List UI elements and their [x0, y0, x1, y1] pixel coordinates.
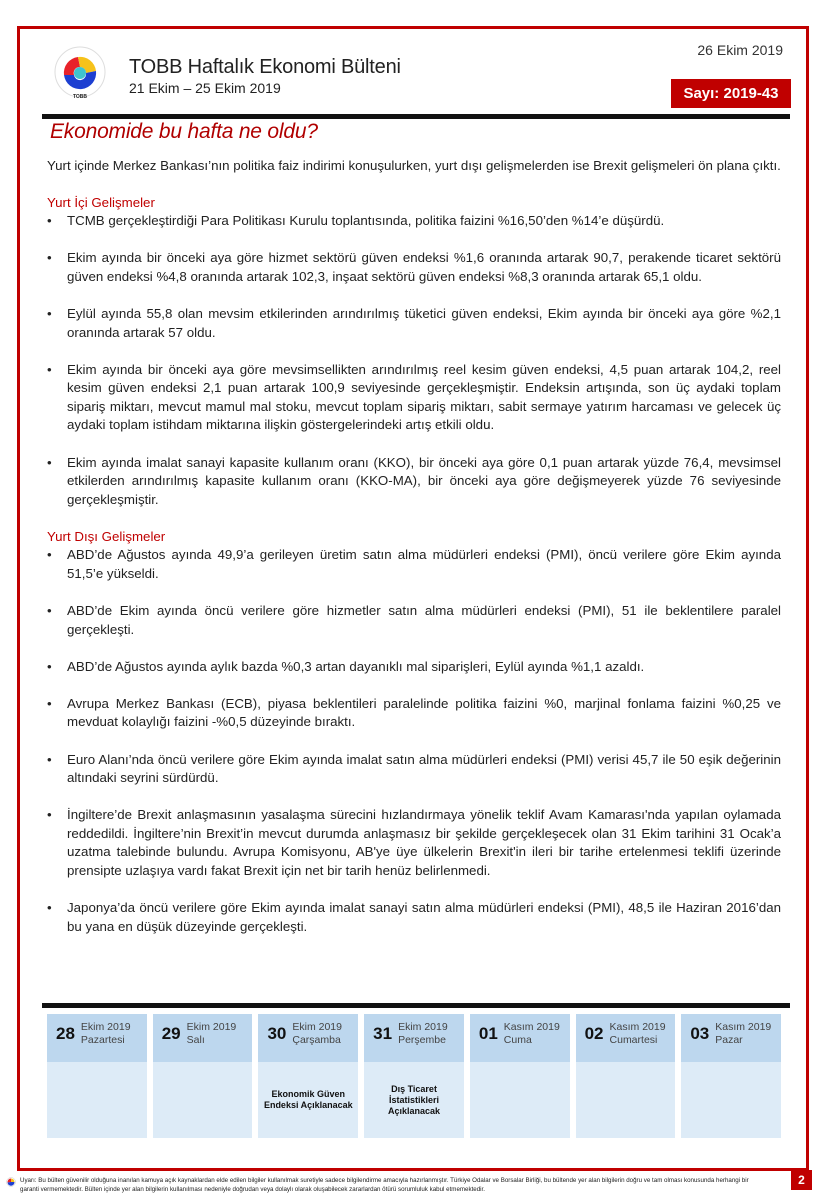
weekly-calendar: [47, 1014, 781, 1138]
list-item: • Eylül ayında 55,8 olan mevsim etkilerinden arındırılmış tüketici güven endeksi, Ekim ayında bir önceki aya göre %2,1 oranında artarak 57 oldu.: [47, 305, 781, 342]
day-weekday: Cumartesi: [609, 1034, 658, 1046]
list-item: • Ekim ayında bir önceki aya göre mevsimsellikten arındırılmış reel kesim güven endeksi, 4,5 puan artarak 104,2, reel kesim güven endeksi 2,1 puan artarak 100,9 seviyesinde gerçekleşmiştir. Endeksin artışında, son üç aydaki toplam sipariş miktarı, mevcut mamul mal stoku, mevcut toplam sipariş miktarı, sabit sermaye yatırım harcaması ve gelecek üç aydaki toplam istihdam miktarına ilişkin göstergelerindeki artış etkili oldu.: [47, 361, 781, 435]
day-month: Ekim 2019: [186, 1021, 237, 1033]
day-event: [681, 1062, 781, 1138]
article-body: [47, 157, 781, 936]
day-month: Kasım 2019: [609, 1021, 666, 1033]
day-event: [470, 1062, 570, 1138]
day-weekday: Pazartesi: [80, 1034, 125, 1046]
day-month: Ekim 2019: [398, 1021, 448, 1033]
calendar-day: [470, 1014, 570, 1138]
day-weekday: Cuma: [503, 1034, 532, 1046]
page-headline: Ekonomide bu hafta ne oldu?: [50, 120, 318, 143]
list-item: • TCMB gerçekleştirdiği Para Politikası Kurulu toplantısında, politika faizini %16,50’den %14’e düşürdü.: [47, 212, 781, 231]
day-month: Ekim 2019: [292, 1021, 342, 1033]
day-number: 29: [161, 1024, 181, 1043]
date-range: 21 Ekim – 25 Ekim 2019: [129, 80, 281, 96]
day-number: 02: [584, 1024, 604, 1043]
list-item: • Euro Alanı’nda öncü verilere göre Ekim ayında imalat satın alma müdürleri endeksi (PMI) verisi 45,7 ile 50 eşik değerinin altındaki seyrini sürdürdü.: [47, 751, 781, 788]
day-weekday: Salı: [186, 1034, 205, 1046]
list-item: • Ekim ayında imalat sanayi kapasite kullanım oranı (KKO), bir önceki aya göre 0,1 puan artarak yüzde 76,4, mevsimsel etkilerden arındırılmış kapasite kullanım oranı (KKO-MA), bir önceki aya göre değişmeyerek yüzde 76 seviyesinde gerçekleşmiştir.: [47, 454, 781, 510]
day-event: [153, 1062, 253, 1138]
day-number: 28: [56, 1024, 75, 1043]
list-item: • ABD’de Ağustos ayında 49,9’a gerileyen üretim satın alma müdürleri endeksi (PMI), öncü verilere göre Ekim ayında 51,5’e yükseldi.: [47, 546, 781, 583]
day-weekday: Çarşamba: [292, 1034, 341, 1046]
day-number: 30: [267, 1024, 287, 1043]
list-item: • Avrupa Merkez Bankası (ECB), piyasa beklentileri paralelinde politika faizini %0, marjinal fonlama faizini %0,25 ve mevduat kolaylığı faizini -%0,5 düzeyinde bıraktı.: [47, 695, 781, 732]
calendar-day: [47, 1014, 147, 1138]
calendar-day: [153, 1014, 253, 1138]
calendar-day: [258, 1014, 358, 1138]
list-item: • ABD’de Ekim ayında öncü verilere göre hizmetler satın alma müdürleri endeksi (PMI), 51 ile beklentilere paralel gerçekleşti.: [47, 602, 781, 639]
day-event: Dış Ticaret İstatistikleri Açıklanacak: [364, 1062, 464, 1138]
calendar-day: [576, 1014, 676, 1138]
day-month: Kasım 2019: [715, 1021, 772, 1033]
day-event: Ekonomik Güven Endeksi Açıklanacak: [258, 1062, 358, 1138]
day-number: 03: [690, 1024, 710, 1043]
list-item: • Japonya’da öncü verilere göre Ekim ayında imalat sanayi satın alma müdürleri endeksi (PMI), 48,5 ile Haziran 2016’dan bu yana en düşük düzeyinde gerçekleşti.: [47, 899, 781, 936]
header-divider: [42, 114, 790, 119]
publish-date: 26 Ekim 2019: [697, 42, 783, 58]
foreign-list: [47, 546, 781, 936]
calendar-divider: [42, 1003, 790, 1008]
foreign-section-title: Yurt Dışı Gelişmeler: [47, 528, 166, 544]
list-item: • Ekim ayında bir önceki aya göre hizmet sektörü güven endeksi %1,6 oranında artarak 90,7, perakende ticaret sektörü güven endeksi %4,8 oranında artarak 102,3, inşaat sektörü güven endeksi %8,3 oranında artarak 65,1 oldu.: [47, 249, 781, 286]
day-month: Ekim 2019: [80, 1021, 131, 1033]
day-event: [576, 1062, 676, 1138]
svg-text:TOBB: TOBB: [72, 94, 88, 100]
calendar-day: [681, 1014, 781, 1138]
tobb-small-logo-icon: [6, 1177, 16, 1187]
day-weekday: Pazar: [715, 1034, 743, 1046]
intro-paragraph: Yurt içinde Merkez Bankası’nın politika faiz indirimi konuşulurken, yurt dışı gelişmelerden ise Brexit gelişmeleri ön plana çıktı.: [47, 158, 781, 173]
day-month: Kasım 2019: [503, 1021, 560, 1033]
day-event: [47, 1062, 147, 1138]
day-weekday: Perşembe: [398, 1034, 446, 1046]
list-item: • ABD’de Ağustos ayında aylık bazda %0,3 artan dayanıklı mal siparişleri, Eylül ayında %1,1 azaldı.: [47, 658, 781, 677]
issue-badge: Sayı: 2019-43: [671, 79, 791, 108]
bulletin-title: TOBB Haftalık Ekonomi Bülteni: [129, 56, 401, 78]
day-number: 31: [373, 1024, 393, 1043]
list-item: • İngiltere’de Brexit anlaşmasının yasalaşma sürecini hızlandırmaya yönelik teklif Avam Kamarası'nda yapılan oylamada reddedildi. İngiltere’nin Brexit’in mevcut durumda anlaşmasız bir şekilde gerçekleşecek olan 31 Ekim tarihini 31 Ocak’a uzatma talebinde bulundu. Avrupa Komisyonu, AB'ye üye ülkelerin Brexit'in ileri bir tarihe ertelenmesi teklifi üzerinde prensipte uzlaşıya vardı fakat Brexit için net bir tarih henüz belirlenmedi.: [47, 806, 781, 880]
disclaimer-footer: [6, 1177, 766, 1194]
page-number: 2: [791, 1170, 812, 1190]
domestic-list: [47, 212, 781, 509]
domestic-section-title: Yurt İçi Gelişmeler: [47, 194, 155, 210]
disclaimer-text: Uyarı: Bu bülten güvenilir olduğuna inanılan kamuya açık kaynaklardan elde edilen bilgiler kullanılmak suretiyle sadece bilgilendirme amacıyla hazırlanmıştır. Türkiye Odalar ve Borsalar Birliği, bu bültende yer alan bilgilerin doğru ve tam olması konusunda herhangi bir garanti vermemektedir. Bülten içinde yer alan bilgilerin kullanılması nedeniyle doğrudan veya dolaylı olarak oluşabilecek zararlardan ötürü sorumluluk kabul etmemektedir.: [20, 1177, 749, 1193]
tobb-logo-icon: [52, 45, 108, 103]
day-number: 01: [478, 1024, 498, 1043]
calendar-day: [364, 1014, 464, 1138]
